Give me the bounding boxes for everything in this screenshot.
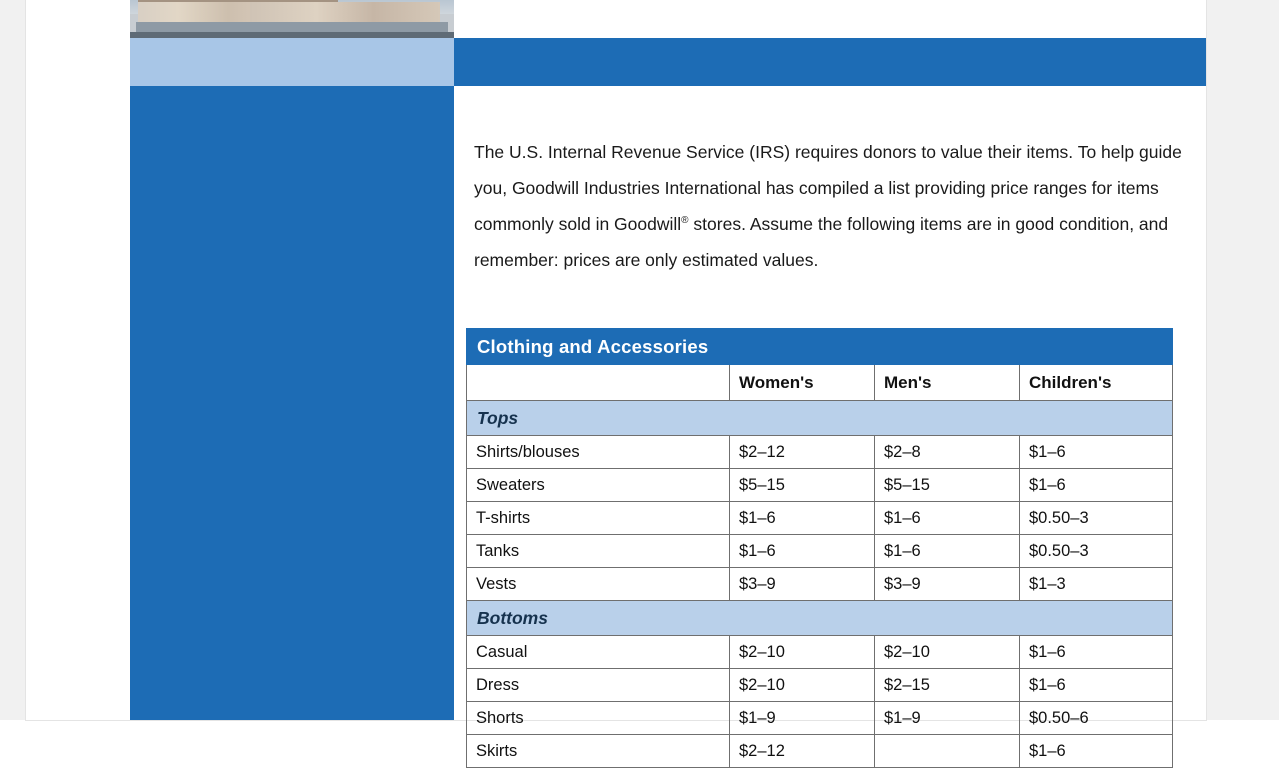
table-row — [467, 436, 1173, 469]
table-row — [467, 469, 1173, 502]
row-item: Dress — [467, 669, 730, 702]
table-group-header-tops — [467, 401, 1173, 436]
table-row — [467, 669, 1173, 702]
row-women-price: $1–6 — [730, 502, 875, 535]
row-children-price: $1–6 — [1020, 669, 1173, 702]
row-children-price: $1–6 — [1020, 735, 1173, 768]
photo-shelf — [136, 22, 448, 32]
table-group-header-bottoms — [467, 601, 1173, 636]
table-row — [467, 535, 1173, 568]
row-item: Sweaters — [467, 469, 730, 502]
row-men-price: $1–6 — [875, 502, 1020, 535]
row-men-price: $2–10 — [875, 636, 1020, 669]
group-label: Tops — [467, 401, 1173, 436]
row-item: Skirts — [467, 735, 730, 768]
row-men-price: $1–9 — [875, 702, 1020, 735]
intro-paragraph — [474, 134, 1186, 278]
row-men-price — [875, 735, 1020, 768]
row-women-price: $2–12 — [730, 735, 875, 768]
group-label: Bottoms — [467, 601, 1173, 636]
row-women-price: $3–9 — [730, 568, 875, 601]
table-row — [467, 702, 1173, 735]
header-photo — [130, 0, 454, 38]
price-table — [466, 328, 1173, 768]
table-section-title: Clothing and Accessories — [467, 329, 1173, 365]
row-children-price: $1–3 — [1020, 568, 1173, 601]
table-header-mens: Men's — [875, 365, 1020, 401]
row-children-price: $1–6 — [1020, 469, 1173, 502]
row-item: T-shirts — [467, 502, 730, 535]
table-row — [467, 502, 1173, 535]
row-women-price: $1–9 — [730, 702, 875, 735]
blue-sidebar — [130, 86, 454, 720]
table-section-title-row — [467, 329, 1173, 365]
row-children-price: $0.50–3 — [1020, 535, 1173, 568]
row-children-price: $1–6 — [1020, 636, 1173, 669]
document-sheet — [26, 0, 1206, 760]
row-children-price: $1–6 — [1020, 436, 1173, 469]
table-row — [467, 636, 1173, 669]
row-women-price: $1–6 — [730, 535, 875, 568]
row-men-price: $2–8 — [875, 436, 1020, 469]
row-children-price: $0.50–3 — [1020, 502, 1173, 535]
row-men-price: $2–15 — [875, 669, 1020, 702]
price-table-container — [466, 328, 1172, 768]
row-item: Casual — [467, 636, 730, 669]
row-item: Shorts — [467, 702, 730, 735]
row-women-price: $2–12 — [730, 436, 875, 469]
row-men-price: $1–6 — [875, 535, 1020, 568]
table-header-childrens: Children's — [1020, 365, 1173, 401]
table-row — [467, 735, 1173, 768]
row-women-price: $2–10 — [730, 636, 875, 669]
row-item: Vests — [467, 568, 730, 601]
table-header-womens: Women's — [730, 365, 875, 401]
intro-text-part-1: The U.S. Internal Revenue Service (IRS) requires donors to value their items. To help guide you, Goodwill Industries International has compiled a list providing price ranges for items commonly sold in Goodwill — [474, 141, 1182, 234]
table-header-row — [467, 365, 1173, 401]
light-blue-accent-bar — [130, 38, 454, 86]
row-item: Shirts/blouses — [467, 436, 730, 469]
intro-text-part-2: stores. Assume the following items are in good condition, and remember: prices are only estimated values. — [474, 213, 1169, 270]
blue-header-bar — [454, 38, 1206, 86]
row-children-price: $0.50–6 — [1020, 702, 1173, 735]
row-men-price: $3–9 — [875, 568, 1020, 601]
row-women-price: $5–15 — [730, 469, 875, 502]
table-row — [467, 568, 1173, 601]
row-item: Tanks — [467, 535, 730, 568]
table-header-item — [467, 365, 730, 401]
registered-trademark-symbol: ® — [681, 214, 689, 226]
row-women-price: $2–10 — [730, 669, 875, 702]
row-men-price: $5–15 — [875, 469, 1020, 502]
